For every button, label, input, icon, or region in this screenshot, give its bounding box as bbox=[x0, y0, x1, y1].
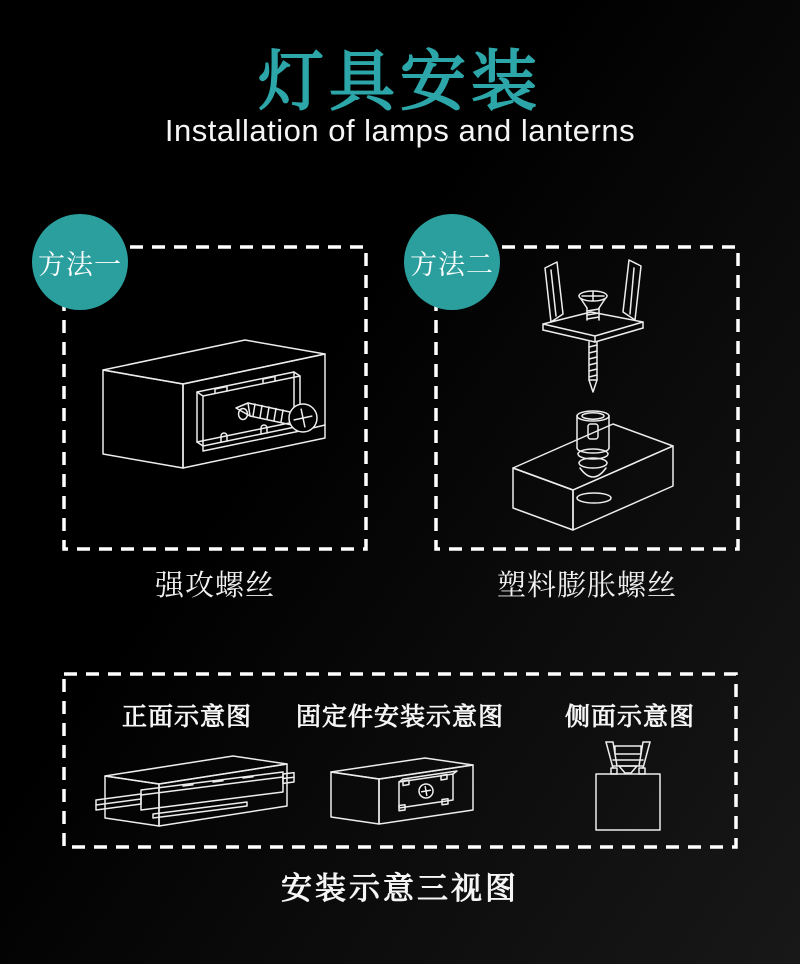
page-subtitle: Installation of lamps and lanterns bbox=[164, 113, 636, 148]
expansion-anchor-illustration bbox=[493, 258, 693, 543]
side-view-illustration bbox=[582, 736, 677, 836]
side-view-label: 侧面示意图 bbox=[564, 703, 696, 731]
method-1-badge-label: 方法一 bbox=[38, 249, 122, 280]
self-tapping-screw-illustration bbox=[95, 330, 350, 480]
page-title: 灯具安装 bbox=[258, 44, 542, 118]
three-views-caption: 安装示意三视图 bbox=[281, 871, 519, 906]
method-2-caption: 塑料膨胀螺丝 bbox=[496, 570, 677, 602]
fixing-view-illustration bbox=[325, 750, 480, 842]
method-2-badge bbox=[404, 214, 500, 310]
fixing-view-label: 固定件安装示意图 bbox=[295, 703, 505, 731]
method-1-badge bbox=[32, 214, 128, 310]
front-view-label: 正面示意图 bbox=[121, 703, 253, 731]
method-2-badge-label: 方法二 bbox=[410, 249, 494, 280]
front-view-illustration bbox=[95, 748, 295, 843]
method-1-caption: 强攻螺丝 bbox=[154, 570, 275, 602]
